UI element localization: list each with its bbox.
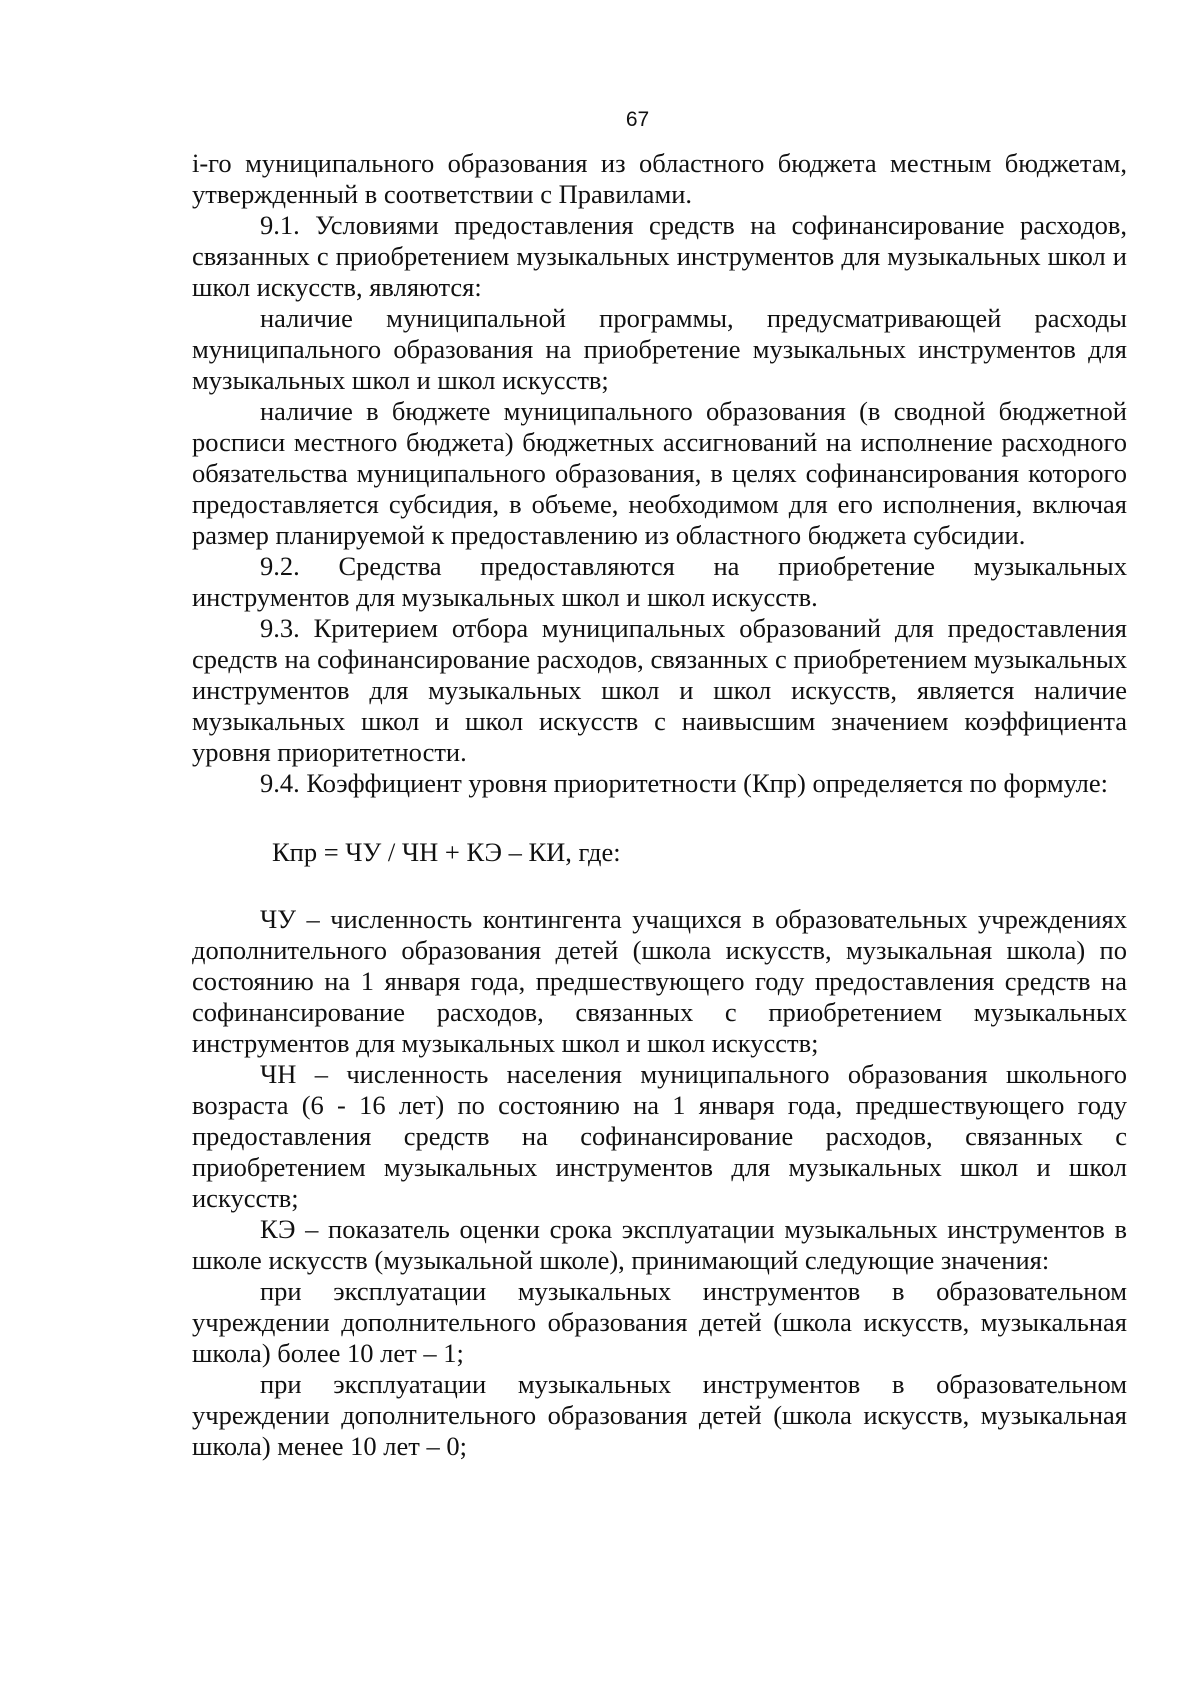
paragraph-condition-budget: наличие в бюджете муниципального образования (в сводной бюджетной росписи местного бюджета) бюджетных ассигнований на исполнение расходного обязательства муниципального образования, в целях софинансирования которого предоставляется субсидия, в объеме, необходимом для его исполнения, включая размер планируемой к предоставлению из областного бюджета субсидии. <box>192 396 1127 550</box>
paragraph-9-1: 9.1. Условиями предоставления средств на софинансирование расходов, связанных с приобретением музыкальных инструментов для музыкальных школ и школ искусств, являются: <box>192 210 1127 302</box>
paragraph-9-4: 9.4. Коэффициент уровня приоритетности (Кпр) определяется по формуле: <box>260 768 1109 798</box>
paragraph-9-2: 9.2. Средства предоставляются на приобретение музыкальных инструментов для музыкальных школ и школ искусств. <box>192 551 1127 612</box>
definition-chn: ЧН – численность населения муниципального образования школьного возраста (6 - 16 лет) по состоянию на 1 января года, предшествующего году предоставления средств на софинансирование расходов, связанных с приобретением музыкальных инструментов для музыкальных школ и школ искусств; <box>192 1059 1127 1213</box>
paragraph-9-3: 9.3. Критерием отбора муниципальных образований для предоставления средств на софинансирование расходов, связанных с приобретением музыкальных инструментов для музыкальных школ и школ искусств, является наличие музыкальных школ и школ искусств с наивысшим значением коэффициента уровня приоритетности. <box>192 613 1127 767</box>
paragraph-continuation: i-го муниципального образования из областного бюджета местным бюджетам, утвержденный в соответствии с Правилами. <box>192 148 1127 209</box>
definition-ke-value-1: при эксплуатации музыкальных инструментов в образовательном учреждении дополнительного образования детей (школа искусств, музыкальная школа) более 10 лет – 1; <box>192 1276 1127 1368</box>
paragraph-condition-program: наличие муниципальной программы, предусматривающей расходы муниципального образования на приобретение музыкальных инструментов для музыкальных школ и школ искусств; <box>192 303 1127 395</box>
priority-formula: Кпр = ЧУ / ЧН + КЭ – КИ, где: <box>272 837 621 867</box>
document-body <box>192 148 1127 1462</box>
page-number: 67 <box>625 108 650 131</box>
definition-ke: КЭ – показатель оценки срока эксплуатации музыкальных инструментов в школе искусств (музыкальной школе), принимающий следующие значения: <box>192 1214 1127 1275</box>
definition-ke-value-0: при эксплуатации музыкальных инструментов в образовательном учреждении дополнительного образования детей (школа искусств, музыкальная школа) менее 10 лет – 0; <box>192 1369 1127 1461</box>
definition-chu: ЧУ – численность контингента учащихся в образовательных учреждениях дополнительного образования детей (школа искусств, музыкальная школа) по состоянию на 1 января года, предшествующего году предоставления средств на софинансирование расходов, связанных с приобретением музыкальных инструментов для музыкальных школ и школ искусств; <box>192 904 1127 1058</box>
